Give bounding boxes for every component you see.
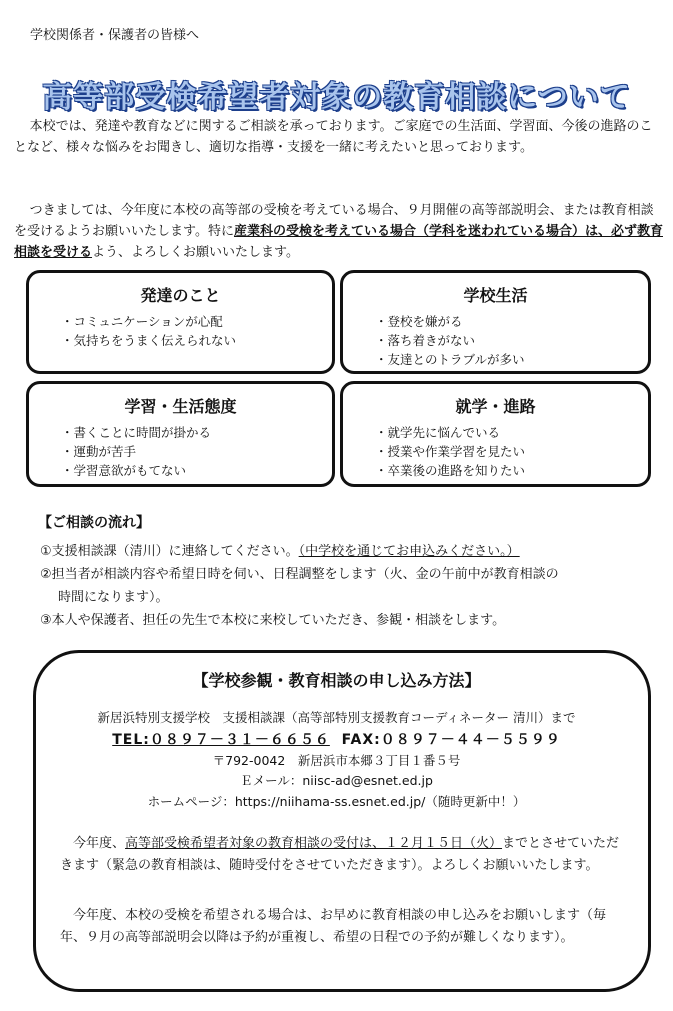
card-title: 就学・進路	[455, 397, 536, 416]
flow-step-1	[40, 540, 665, 563]
card-item: ・ 登校を嫌がる	[375, 312, 648, 331]
card-item: ・ 気持ちをうまく伝えられない	[61, 331, 332, 350]
card-title: 学習・生活態度	[124, 397, 237, 416]
intro-paragraph-1: 本校では、発達や教育などに関するご相談を承っております。ご家庭での生活面、学習面、今後の進路のことなど、様々な悩みをお聞きし、適切な指導・支援を一緒に考えたいと思っております。	[14, 119, 653, 155]
application-title: 【学校参観・教育相談の申し込み方法】	[192, 671, 481, 690]
card-schooling-career	[340, 381, 651, 487]
card-item: ・ 友達とのトラブルが多い	[375, 350, 648, 369]
intro-p2-start: つきましては、今年度に本校の高等部の受検を考えている場合、９月開催の高等部説明会、または教育相談を受けるようお願いいたします。特に	[14, 203, 654, 239]
application-note-1	[60, 833, 620, 877]
card-title: 発達のこと	[140, 286, 221, 305]
intro-p2-emphasis: 産業科の受検を考えている場合（学科を迷われている場合）は、必ず教育相談を受ける	[14, 224, 663, 260]
flow-step-3: ③本人や保護者、担任の先生で本校に来校していただき、参観・相談をします。	[40, 613, 506, 628]
card-development	[26, 270, 335, 374]
flow-step-1-note: （中学校を通じてお申込みください。）	[298, 544, 520, 559]
card-item: ・ 運動が苦手	[61, 442, 332, 461]
page-title: 高等部受検希望者対象の教育相談について	[42, 80, 631, 115]
flow-heading: 【ご相談の流れ】	[38, 515, 150, 531]
fax-number: FAX:０８９７－４４－５５９９	[341, 732, 561, 748]
card-title: 学校生活	[463, 286, 528, 305]
application-note-2: 今年度、本校の受検を希望される場合は、お早めに教育相談の申し込みをお願いします（毎年、９月の高等部説明会以降は予約が重複し、希望の日程での予約が難しくなります）。	[60, 908, 607, 945]
flow-step-2: ②担当者が相談内容や希望日時を伺い、日程調整をします（火、金の午前中が教育相談の	[40, 567, 559, 582]
note-1-pre: 今年度、	[73, 836, 126, 851]
intro-paragraph-2	[14, 200, 664, 263]
card-school-life	[340, 270, 651, 374]
card-item: ・ 授業や作業学習を見たい	[375, 442, 648, 461]
flow-step-1-text: ①支援相談課（清川）に連絡してください。	[40, 544, 299, 559]
contact-phone-line	[0, 729, 673, 749]
card-item: ・ 書くことに時間が掛かる	[61, 423, 332, 442]
tel-number: TEL:０８９７－３１－６６５６	[112, 732, 330, 748]
card-item: ・ 学習意欲がもてない	[61, 461, 332, 480]
intro-p2-end: よう、よろしくお願いいたします。	[92, 245, 299, 260]
card-learning-attitude	[26, 381, 335, 487]
flow-step-2-cont: 時間になります）。	[58, 590, 169, 605]
note-1-deadline: 高等部受検希望者対象の教育相談の受付は、１２月１５日（火）	[125, 836, 503, 851]
card-item: ・ 落ち着きがない	[375, 331, 648, 350]
homepage-line: ホームページ：https://niihama-ss.esnet.ed.jp/（随時更新中！）	[147, 794, 526, 809]
address: 〒792-0042 新居浜市本郷３丁目１番５号	[212, 753, 461, 768]
salutation: 学校関係者・保護者の皆様へ	[30, 28, 200, 43]
email-line: Ｅメール：niisc-ad@esnet.ed.jp	[240, 773, 433, 788]
note-1-post: までとさせていただきます（緊急の教育相談は、随時受付をさせていただきます）。よろしくお願いいたします。	[60, 836, 620, 873]
card-item: ・ コミュニケーションが心配	[61, 312, 332, 331]
application-org: 新居浜特別支援学校 支援相談課（高等部特別支援教育コーディネーター 清川）まで	[97, 710, 576, 725]
flow-steps	[40, 540, 665, 632]
card-item: ・ 卒業後の進路を知りたい	[375, 461, 648, 480]
card-item: ・ 就学先に悩んでいる	[375, 423, 648, 442]
